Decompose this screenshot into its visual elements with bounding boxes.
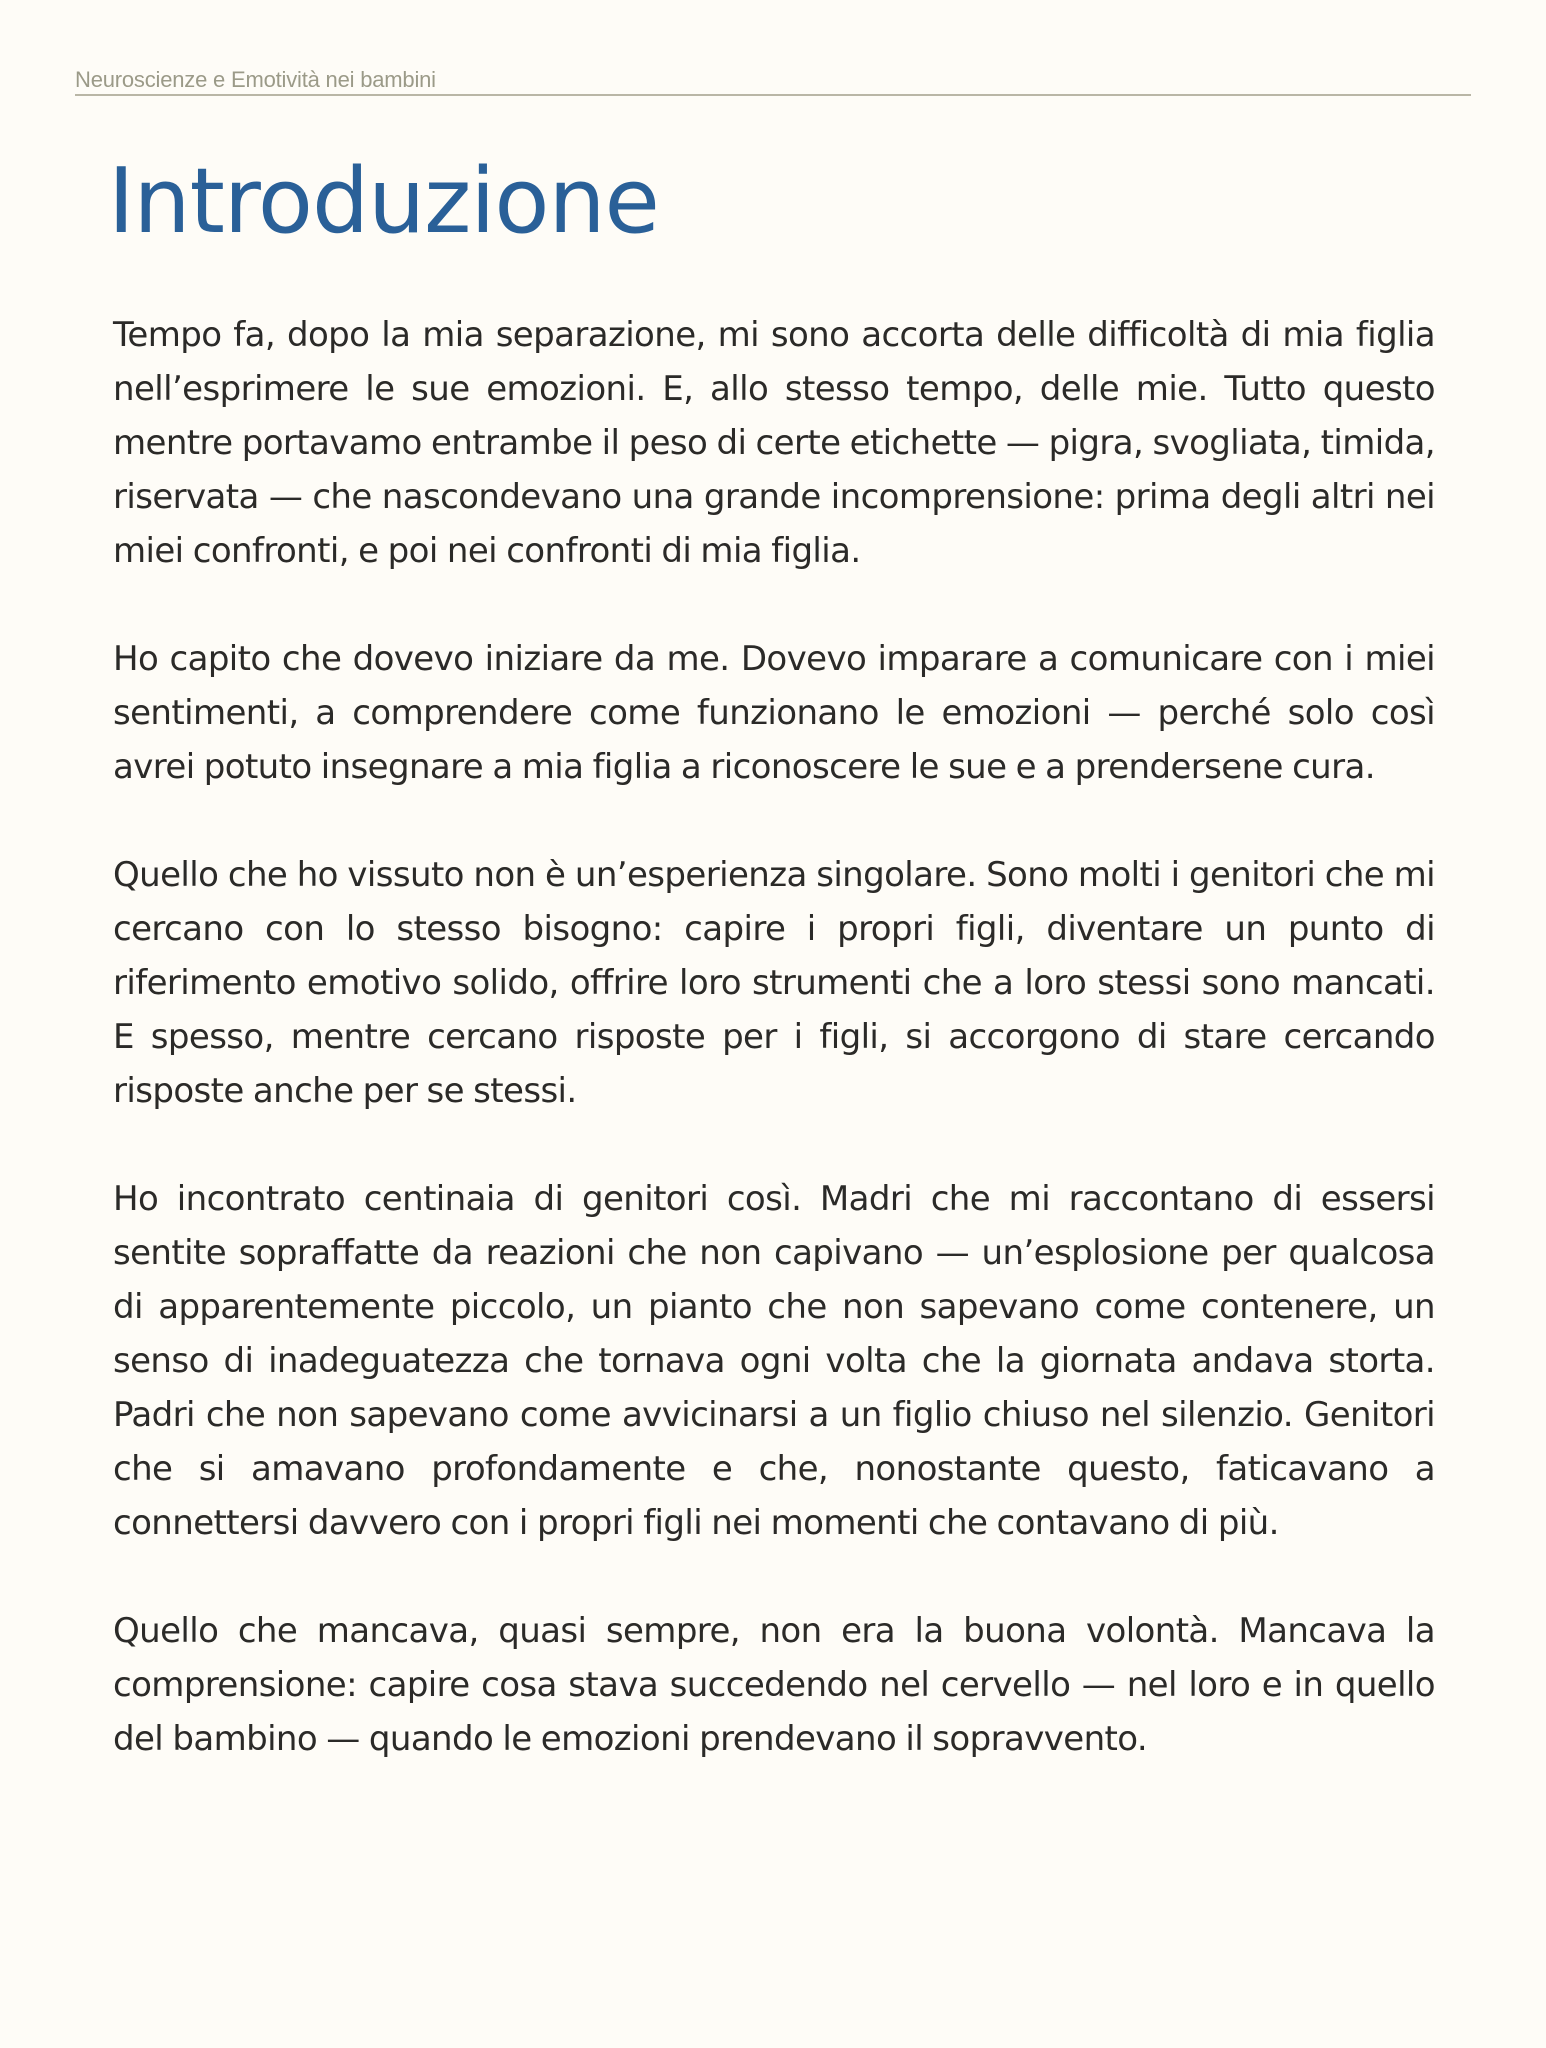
- page-title: Introduzione: [108, 149, 659, 254]
- paragraph-3: Quello che ho vissuto non è un’esperienza singolare. Sono molti i genitori che mi cercano con lo stesso bisogno: capire i propri figli, diventare un punto di riferimento emotivo solido, offrire loro strumenti che a loro stessi sono mancati. E spesso, mentre cercano risposte per i figli, si accorgono di stare cercando risposte anche per se stessi.: [113, 855, 1435, 1111]
- paragraph-5: Quello che mancava, quasi sempre, non era la buona volontà. Mancava la comprensione: capire cosa stava succedendo nel cervello — nel loro e in quello del bambino — quando le emozioni prendevano il sopravvento.: [113, 1611, 1435, 1759]
- paragraph-1: Tempo fa, dopo la mia separazione, mi sono accorta delle difficoltà di mia figlia nell’esprimere le sue emozioni. E, allo stesso tempo, delle mie. Tutto questo mentre portavamo entrambe il peso di certe etichette — pigra, svogliata, timida, riservata — che nascondevano una grande incomprensione: prima degli altri nei miei confronti, e poi nei confronti di mia figlia.: [113, 315, 1435, 571]
- running-header-title: Neuroscienze e Emotività nei bambini: [75, 67, 436, 92]
- paragraph-4: Ho incontrato centinaia di genitori così. Madri che mi raccontano di essersi sentite sopraffatte da reazioni che non capivano — un’esplosione per qualcosa di apparentemente piccolo, un pianto che non sapevano come contenere, un senso di inadeguatezza che tornava ogni volta che la giornata andava storta. Padri che non sapevano come avvicinarsi a un figlio chiuso nel silenzio. Genitori che si amavano profondamente e che, nonostante questo, faticavano a connettersi davvero con i propri figli nei momenti che contavano di più.: [113, 1179, 1435, 1543]
- running-header: [75, 64, 1471, 96]
- body-text: [113, 308, 1435, 1766]
- paragraph-2: Ho capito che dovevo iniziare da me. Dovevo imparare a comunicare con i miei sentimenti, a comprendere come funzionano le emozioni — perché solo così avrei potuto insegnare a mia figlia a riconoscere le sue e a prendersene cura.: [113, 639, 1435, 787]
